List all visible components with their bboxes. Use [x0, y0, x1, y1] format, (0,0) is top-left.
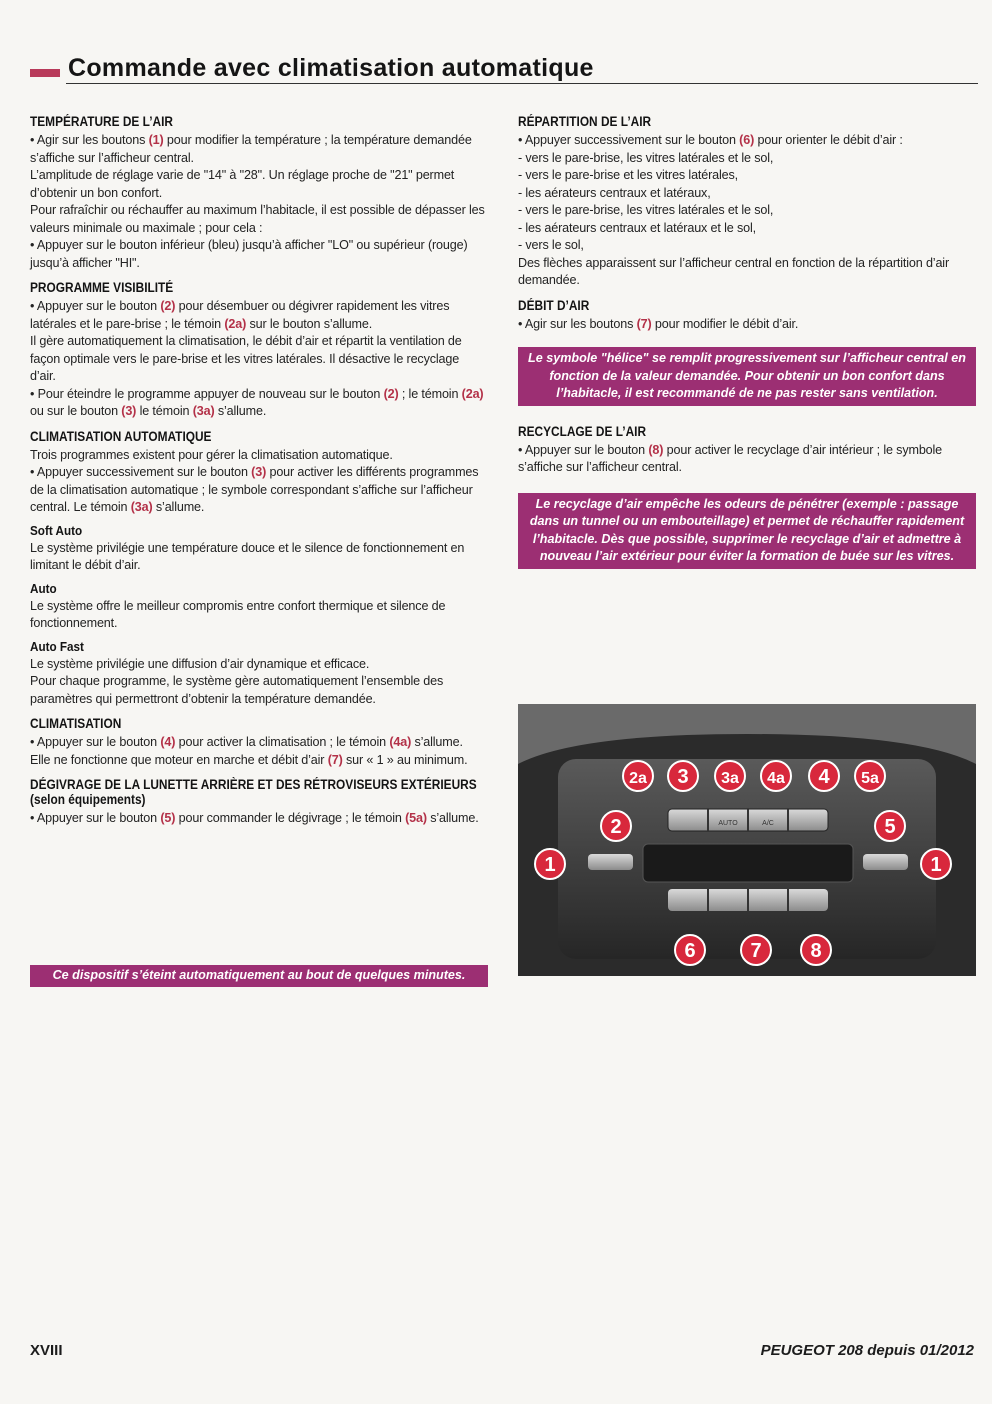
- paragraph: [30, 734, 488, 752]
- note-recyclage: Le recyclage d’air empêche les odeurs de pénétrer (exemple : passage dans un tunnel ou un embouteillage) et permet de réchauffer rapidement l’habitacle. Dès que possible, supprimer le recyclage d’air et admettre à nouveau l’air extérieur pour éviter la formation de buée sur les vitres.: [518, 493, 976, 569]
- section-climatisation: [30, 716, 488, 769]
- temp-button-left: [588, 854, 633, 870]
- callout-label: 4a: [767, 770, 785, 787]
- text: pour activer le recyclage d’air intérieur ; le symbole s’affiche sur l’afficheur central.: [518, 442, 943, 474]
- section-heading: PROGRAMME VISIBILITÉ: [30, 280, 174, 295]
- text: s’allume.: [214, 404, 267, 418]
- section-climatisation-automatique: [30, 429, 488, 709]
- button-ref: (7): [327, 752, 343, 767]
- text: pour modifier le débit d’air.: [651, 316, 799, 331]
- list-item: - vers le pare-brise, les vitres latérales et le sol,: [518, 203, 774, 217]
- indicator-ref: (3a): [130, 500, 153, 514]
- text: • Agir sur les boutons: [518, 316, 637, 331]
- text: • Agir sur les boutons: [30, 133, 149, 147]
- temp-button-right: [863, 854, 908, 870]
- paragraph: [30, 810, 488, 828]
- text: • Appuyer successivement sur le bouton: [518, 133, 740, 147]
- paragraph: Le système offre le meilleur compromis entre confort thermique et silence de fonctionnement.: [30, 598, 446, 630]
- text: pour orienter le débit d’air :: [754, 133, 903, 147]
- list-item: - vers le pare-brise, les vitres latérales et le sol,: [518, 150, 774, 165]
- button-ref: (3): [121, 404, 137, 418]
- section-heading: TEMPÉRATURE DE L’AIR: [30, 114, 174, 129]
- text: • Appuyer sur le bouton: [30, 299, 161, 313]
- paragraph: [30, 464, 488, 517]
- subsection-heading: Auto Fast: [30, 638, 84, 654]
- indicator-ref: (5a): [405, 811, 427, 825]
- button-ref: (2): [160, 299, 176, 313]
- paragraph: L’amplitude de réglage varie de "14" à "28". Un réglage proche de "21" permet d’obtenir un bon confort.: [30, 168, 455, 200]
- paragraph: Il gère automatiquement la climatisation, le débit d’air et répartit la ventilation de façon optimale vers le pare-brise et les vitres latérales. Il désactive le recyclage d’air.: [30, 334, 462, 383]
- title-underline: [66, 83, 978, 84]
- section-degivrage: [30, 777, 488, 828]
- indicator-ref: (2a): [461, 386, 484, 401]
- callout-label: 5a: [861, 770, 879, 787]
- text: • Pour éteindre le programme appuyer de nouveau sur le bouton: [30, 386, 384, 401]
- page-header: [30, 56, 978, 86]
- button-ref: (8): [648, 442, 664, 457]
- paragraph: Le système privilégie une température douce et le silence de fonctionnement en limitant le débit d’air.: [30, 540, 465, 572]
- page-title: Commande avec climatisation automatique: [68, 54, 594, 82]
- button-ref: (7): [636, 316, 652, 331]
- paragraph: Trois programmes existent pour gérer la climatisation automatique.: [30, 447, 393, 462]
- publication-title: PEUGEOT 208 depuis 01/2012: [760, 1342, 974, 1359]
- subsection-heading: Auto: [30, 580, 57, 596]
- text: sur le bouton s’allume.: [246, 316, 373, 331]
- paragraph: [30, 132, 488, 167]
- button-ref: (2): [383, 386, 399, 401]
- text: s’allume.: [411, 735, 463, 749]
- section-visibilite: [30, 280, 488, 421]
- section-heading: CLIMATISATION: [30, 716, 122, 731]
- ac-button-label: A/C: [762, 820, 774, 827]
- page-number: XVIII: [30, 1342, 63, 1359]
- list-item: - vers le sol,: [518, 238, 584, 252]
- section-repartition: [518, 114, 976, 290]
- callout-label: 6: [684, 940, 696, 962]
- text: pour commander le dégivrage ; le témoin: [175, 811, 406, 825]
- callout-label: 7: [750, 940, 762, 962]
- section-debit: [518, 298, 976, 406]
- text: s’allume.: [426, 811, 479, 825]
- button-ref: (6): [739, 133, 755, 147]
- subsection-heading: Soft Auto: [30, 522, 83, 538]
- button-ref: (5): [160, 811, 176, 825]
- paragraph: [30, 752, 488, 770]
- paragraph: [30, 298, 488, 333]
- text: ou sur le bouton: [30, 404, 122, 418]
- callout-label: 1: [930, 854, 942, 876]
- text: • Appuyer sur le bouton: [30, 811, 161, 825]
- text: pour activer les différents programmes de la climatisation automatique ; le symbole correspondant s’affiche sur l’afficheur central. Le témoin: [30, 465, 479, 514]
- button-ref: (4): [160, 735, 176, 749]
- title-marker: [30, 69, 60, 77]
- section-recyclage: [518, 424, 976, 569]
- callout-label: 2: [610, 816, 622, 838]
- section-heading: DÉGIVRAGE DE LA LUNETTE ARRIÈRE ET DES RÉTROVISEURS EXTÉRIEURS (selon équipements): [30, 777, 477, 807]
- text: ; le témoin: [398, 386, 462, 401]
- text: le témoin: [136, 404, 193, 418]
- indicator-ref: (3a): [192, 404, 215, 418]
- text: sur « 1 » au minimum.: [342, 752, 468, 767]
- paragraph: [518, 132, 976, 150]
- callout-label: 4: [818, 766, 830, 788]
- paragraph: Le système privilégie une diffusion d’air dynamique et efficace.: [30, 656, 370, 671]
- text: pour activer la climatisation ; le témoin: [175, 735, 390, 749]
- paragraph: [30, 386, 488, 421]
- section-temperature: [30, 114, 488, 272]
- paragraph: Pour chaque programme, le système gère automatiquement l’ensemble des paramètres qui permettront d’obtenir la température demandée.: [30, 674, 444, 706]
- section-heading: CLIMATISATION AUTOMATIQUE: [30, 428, 212, 444]
- section-heading: RÉPARTITION DE L’AIR: [518, 114, 652, 129]
- callout-label: 8: [810, 940, 822, 962]
- list-item: - vers le pare-brise et les vitres latérales,: [518, 168, 739, 182]
- indicator-ref: (2a): [224, 316, 247, 331]
- button-ref: (1): [148, 133, 164, 147]
- text: s’allume.: [152, 500, 205, 514]
- text: pour modifier la température ; la température demandée s’affiche sur l’afficheur central.: [30, 133, 472, 165]
- note-degivrage: Ce dispositif s’éteint automatiquement au bout de quelques minutes.: [30, 965, 488, 987]
- button-ref: (3): [251, 465, 267, 479]
- callout-label: 2a: [629, 770, 647, 787]
- section-heading: RECYCLAGE DE L’AIR: [518, 423, 647, 439]
- callout-label: 1: [544, 854, 556, 876]
- climate-control-photo: [518, 704, 976, 976]
- list-item: - les aérateurs centraux et latéraux,: [518, 185, 711, 200]
- central-display: [643, 844, 853, 882]
- list-item: - les aérateurs centraux et latéraux et le sol,: [518, 220, 756, 235]
- text: pour désembuer ou dégivrer rapidement les vitres latérales et le pare-brise ; le témoin: [30, 299, 450, 331]
- text: Elle ne fonctionne que moteur en marche et débit d’air: [30, 752, 328, 767]
- paragraph: [518, 316, 976, 334]
- note-debit: Le symbole "hélice" se remplit progressivement sur l’afficheur central en fonction de la valeur demandée. Pour obtenir un bon confort dans l’habitacle, il est recommandé de ne pas rester sans ventilation.: [518, 347, 976, 406]
- text: • Appuyer sur le bouton: [30, 735, 161, 749]
- indicator-ref: (4a): [389, 735, 412, 749]
- callout-label: 3a: [721, 770, 739, 787]
- text: • Appuyer successivement sur le bouton: [30, 465, 252, 479]
- right-column: [518, 106, 976, 569]
- auto-button-label: AUTO: [718, 820, 738, 827]
- left-column: [30, 106, 488, 828]
- section-heading: DÉBIT D’AIR: [518, 297, 590, 313]
- paragraph: • Appuyer sur le bouton inférieur (bleu) jusqu’à afficher "LO" ou supérieur (rouge) jusqu’à afficher "HI".: [30, 238, 468, 270]
- paragraph: [518, 442, 976, 477]
- text: • Appuyer sur le bouton: [518, 442, 649, 457]
- callout-label: 5: [884, 816, 896, 838]
- paragraph: Pour rafraîchir ou réchauffer au maximum l’habitacle, il est possible de dépasser les valeurs minimale ou maximale ; pour cela :: [30, 203, 485, 235]
- callout-label: 3: [677, 766, 689, 788]
- control-panel-illustration: [518, 704, 976, 976]
- paragraph: Des flèches apparaissent sur l’afficheur central en fonction de la répartition d’air demandée.: [518, 255, 949, 287]
